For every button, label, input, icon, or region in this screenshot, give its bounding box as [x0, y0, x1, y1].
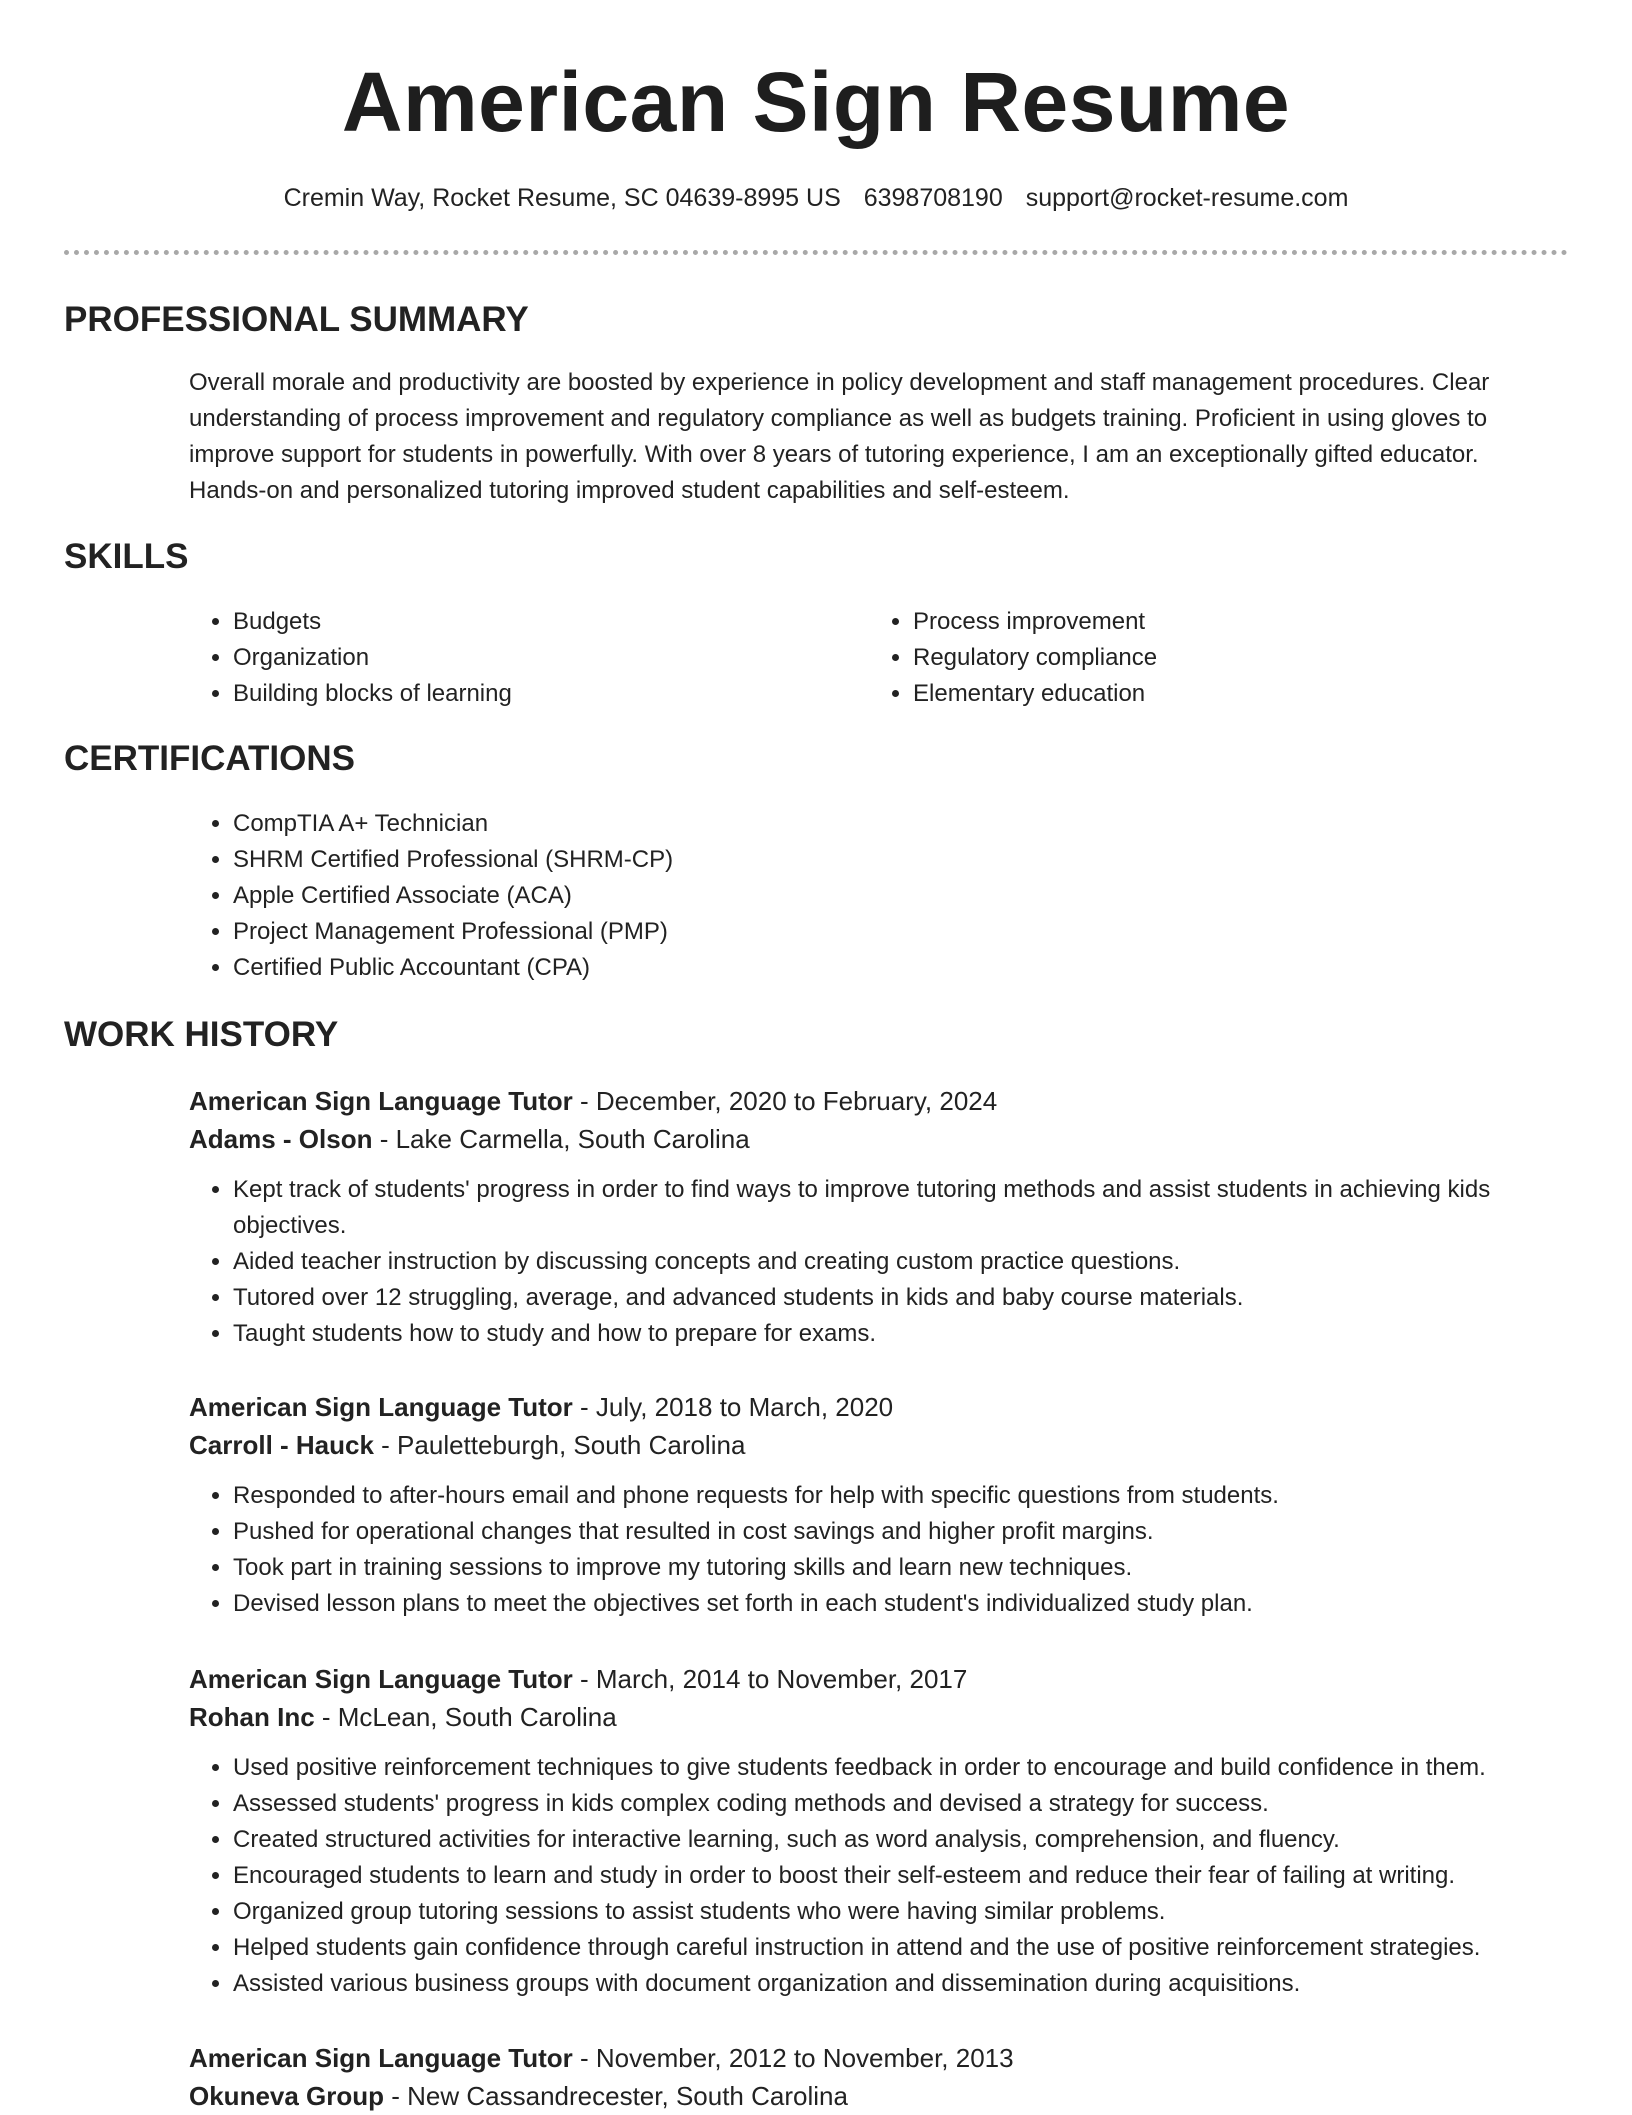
job-title: American Sign Language Tutor — [189, 1392, 573, 1422]
job-title: American Sign Language Tutor — [189, 1664, 573, 1694]
header-divider — [64, 250, 1568, 255]
job-dates: - July, 2018 to March, 2020 — [572, 1392, 894, 1422]
summary-text: Overall morale and productivity are boosted by experience in policy development and staff management procedures. Clear understanding of process improvement and regulatory compliance as well as budgets training. Proficient in using gloves to improve support for students in powerfully. With over 8 years of tutoring experience, I am an exceptionally gifted educator. Hands-on and personalized tutoring improved student capabilities and self-esteem. — [189, 369, 1490, 504]
job-entry — [189, 1660, 1561, 2002]
job-dates: - November, 2012 to November, 2013 — [572, 2043, 1014, 2073]
certifications-list — [189, 806, 1561, 986]
job-bullets — [189, 1172, 1561, 1352]
job-title: American Sign Language Tutor — [189, 2043, 573, 2073]
contact-email[interactable]: support@rocket-resume.com — [1025, 184, 1349, 212]
contact-line — [0, 180, 1632, 216]
skill-item: • Elementary education — [913, 676, 1549, 712]
work-history-heading: WORK HISTORY — [64, 1015, 339, 1054]
job-bullet: • Helped students gain confidence through careful instruction in attend and the use of positive reinforcement strategies. — [233, 1930, 1561, 1966]
skills-heading: SKILLS — [64, 537, 189, 576]
job-title-line — [189, 1388, 1561, 1426]
certification-item: • Certified Public Accountant (CPA) — [233, 950, 1561, 986]
job-dates: - December, 2020 to February, 2024 — [572, 1086, 998, 1116]
job-company-line — [189, 2077, 1561, 2115]
summary-heading: PROFESSIONAL SUMMARY — [64, 300, 529, 339]
job-bullet: • Pushed for operational changes that resulted in cost savings and higher profit margins. — [233, 1514, 1561, 1550]
job-entry — [189, 2039, 1561, 2115]
job-bullet: • Used positive reinforcement techniques to give students feedback in order to encourage and build confidence in them. — [233, 1750, 1561, 1786]
job-bullet: • Responded to after-hours email and phone requests for help with specific questions from students. — [233, 1478, 1561, 1514]
job-bullet: • Assisted various business groups with document organization and dissemination during acquisitions. — [233, 1966, 1561, 2002]
certification-item: • Project Management Professional (PMP) — [233, 914, 1561, 950]
skill-item: • Regulatory compliance — [913, 640, 1549, 676]
job-bullet: • Took part in training sessions to improve my tutoring skills and learn new techniques. — [233, 1550, 1561, 1586]
job-bullet: • Aided teacher instruction by discussing concepts and creating custom practice questions. — [233, 1244, 1561, 1280]
job-bullets — [189, 1750, 1561, 2002]
job-company-line — [189, 1698, 1561, 1736]
resume-name: American Sign Resume — [341, 55, 1291, 149]
job-location: - Pauletteburgh, South Carolina — [373, 1430, 746, 1460]
skill-item: • Building blocks of learning — [233, 676, 869, 712]
job-company-line — [189, 1120, 1561, 1158]
job-location: - New Cassandrecester, South Carolina — [384, 2081, 848, 2111]
job-bullet: • Tutored over 12 struggling, average, and advanced students in kids and baby course materials. — [233, 1280, 1561, 1316]
job-entry — [189, 1388, 1561, 1622]
certification-item: • CompTIA A+ Technician — [233, 806, 1561, 842]
job-title-line — [189, 1082, 1561, 1120]
skills-list — [189, 604, 1561, 712]
skills-column-left — [189, 604, 869, 712]
job-dates: - March, 2014 to November, 2017 — [572, 1664, 968, 1694]
certification-item: • SHRM Certified Professional (SHRM-CP) — [233, 842, 1561, 878]
job-entry — [189, 1082, 1561, 1352]
certifications-heading: CERTIFICATIONS — [64, 739, 356, 778]
job-bullet: • Taught students how to study and how to prepare for exams. — [233, 1316, 1561, 1352]
job-bullet: • Assessed students' progress in kids complex coding methods and devised a strategy for success. — [233, 1786, 1561, 1822]
job-bullet: • Organized group tutoring sessions to assist students who were having similar problems. — [233, 1894, 1561, 1930]
job-bullet: • Kept track of students' progress in order to find ways to improve tutoring methods and assist students in achieving kids objectives. — [233, 1172, 1561, 1244]
certification-item: • Apple Certified Associate (ACA) — [233, 878, 1561, 914]
job-company: Adams - Olson — [189, 1124, 373, 1154]
job-title-line — [189, 2039, 1561, 2077]
contact-phone: 6398708190 — [863, 184, 1003, 212]
job-title-line — [189, 1660, 1561, 1698]
contact-address: Cremin Way, Rocket Resume, SC 04639-8995 US — [283, 184, 841, 212]
job-location: - Lake Carmella, South Carolina — [372, 1124, 750, 1154]
skill-item: • Organization — [233, 640, 869, 676]
skill-item: • Process improvement — [913, 604, 1549, 640]
job-location: - McLean, South Carolina — [314, 1702, 617, 1732]
job-bullet: • Created structured activities for interactive learning, such as word analysis, comprehension, and fluency. — [233, 1822, 1561, 1858]
skills-column-right — [869, 604, 1549, 712]
job-company: Rohan Inc — [189, 1702, 315, 1732]
job-company-line — [189, 1426, 1561, 1464]
job-bullet: • Devised lesson plans to meet the objectives set forth in each student's individualized study plan. — [233, 1586, 1561, 1622]
job-bullets — [189, 1478, 1561, 1622]
skill-item: • Budgets — [233, 604, 869, 640]
job-bullet: • Encouraged students to learn and study in order to boost their self-esteem and reduce their fear of failing at writing. — [233, 1858, 1561, 1894]
job-company: Carroll - Hauck — [189, 1430, 374, 1460]
job-company: Okuneva Group — [189, 2081, 385, 2111]
job-title: American Sign Language Tutor — [189, 1086, 573, 1116]
